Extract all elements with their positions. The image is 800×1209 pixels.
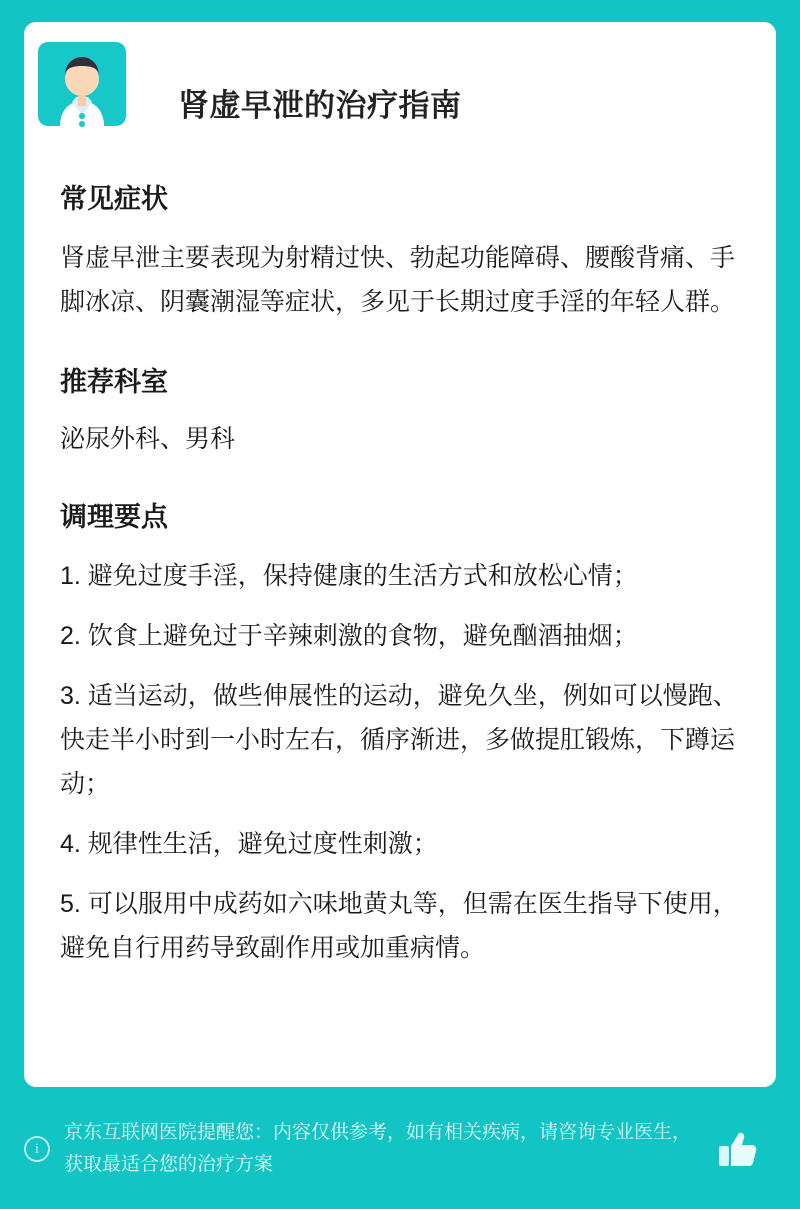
info-icon: i <box>24 1136 50 1162</box>
list-item: 4. 规律性生活，避免过度性刺激； <box>60 830 438 858</box>
list-item: 1. 避免过度手淫，保持健康的生活方式和放松心情； <box>60 562 638 590</box>
section-heading-department: 推荐科室 <box>60 367 168 397</box>
section-heading-symptoms: 常见症状 <box>60 184 168 214</box>
list-item: 2. 饮食上避免过于辛辣刺激的食物，避免酗酒抽烟； <box>60 622 638 650</box>
content-card <box>24 22 776 1087</box>
page-title: 肾虚早泄的治疗指南 <box>178 88 462 123</box>
section-text-symptoms: 肾虚早泄主要表现为射精过快、勃起功能障碍、腰酸背痛、手脚冰凉、阴囊潮湿等症状，多见于长期过度手淫的年轻人群。 <box>60 244 736 316</box>
tips-list <box>60 554 746 970</box>
section-text-department: 泌尿外科、男科 <box>60 425 236 453</box>
footer-disclaimer-text: 京东互联网医院提醒您：内容仅供参考，如有相关疾病，请咨询专业医生，获取最适合您的治疗方案 <box>64 1122 692 1175</box>
footer-disclaimer-bar <box>24 1107 776 1191</box>
doctor-avatar-icon <box>34 36 130 132</box>
list-item: 5. 可以服用中成药如六味地黄丸等，但需在医生指导下使用，避免自行用药导致副作用或加重病情。 <box>60 890 738 962</box>
thumbs-up-icon[interactable] <box>716 1127 760 1171</box>
list-item: 3. 适当运动，做些伸展性的运动，避免久坐，例如可以慢跑、快走半小时到一小时左右，循序渐进，多做提肛锻炼，下蹲运动； <box>60 682 738 798</box>
section-heading-tips: 调理要点 <box>60 502 168 532</box>
